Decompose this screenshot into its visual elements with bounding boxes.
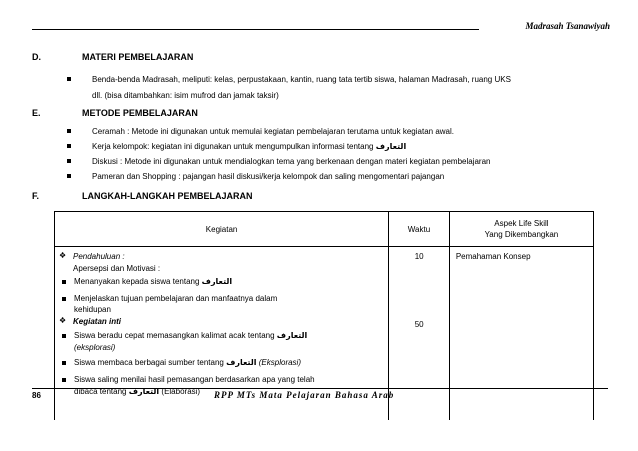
- bullet-icon: [62, 280, 66, 284]
- footer-rule: [32, 388, 608, 389]
- aspek-value: Pemahaman Konsep: [455, 252, 531, 261]
- list-item-text: Diskusi : Metode ini digunakan untuk mendialogkan tema yang berkenaan dengan materi kegiatan pembelajaran: [92, 157, 491, 166]
- text-part: Siswa membaca berbagai sumber tentang: [74, 358, 224, 367]
- section-title: LANGKAH-LANGKAH PEMBELAJARAN: [82, 191, 253, 201]
- bullet-icon: [67, 77, 71, 81]
- list-item-text: Siswa saling menilai hasil pemasangan berdasarkan apa yang telah: [74, 375, 315, 384]
- header-aspek: [449, 212, 593, 247]
- section-number: E.: [32, 108, 41, 118]
- header-title: Madrasah Tsanawiyah: [525, 21, 610, 31]
- bullet-icon: [67, 144, 71, 148]
- header-rule: [32, 29, 479, 30]
- list-item-text-continued: dll. (bisa ditambahkan: isim mufrod dan jamak taksir): [92, 91, 279, 100]
- section-title: METODE PEMBELAJARAN: [82, 108, 198, 118]
- arabic-term: التعارف: [375, 142, 407, 151]
- arabic-term: التعارف: [201, 277, 233, 286]
- bullet-icon: [67, 174, 71, 178]
- text-part: Siswa beradu cepat memasangkan kalimat acak tentang: [74, 331, 275, 340]
- section-number: D.: [32, 52, 41, 62]
- waktu-inti: 50: [414, 320, 424, 329]
- header-kegiatan: Kegiatan: [55, 212, 389, 247]
- text-part: Menanyakan kepada siswa tentang: [74, 277, 200, 286]
- list-item-text: Pameran dan Shopping : pajangan hasil diskusi/kerja kelompok dan saling mengomentari pajangan: [92, 172, 445, 181]
- section-title: MATERI PEMBELAJARAN: [82, 52, 194, 62]
- inti-label: Kegiatan inti: [73, 317, 122, 326]
- section-number: F.: [32, 191, 40, 201]
- diamond-bullet-icon: ❖: [59, 251, 67, 260]
- page-number: 86: [32, 391, 41, 400]
- arabic-term: التعارف: [276, 331, 308, 340]
- waktu-cell: [389, 247, 450, 421]
- list-item-text: Benda-benda Madrasah, meliputi: kelas, perpustakaan, kantin, ruang tata tertib siswa, halaman Madrasah, ruang UKS: [92, 75, 511, 84]
- footer-title: RPP MTs Mata Pelajaran Bahasa Arab: [214, 390, 395, 400]
- list-item-text-continued: kehidupan: [74, 305, 111, 314]
- table-header-row: [55, 212, 594, 247]
- text-part: dibaca tentang: [74, 387, 127, 396]
- list-item-text: [74, 331, 307, 341]
- list-item-text-continued: (eksplorasi): [74, 343, 116, 352]
- text-part: Kerja kelompok: kegiatan ini digunakan untuk mengumpulkan informasi tentang: [92, 142, 374, 151]
- bullet-icon: [62, 378, 66, 382]
- list-item-text: Ceramah : Metode ini digunakan untuk memulai kegiatan pembelajaran terutama untuk kegiatan awal.: [92, 127, 454, 136]
- header-waktu: Waktu: [389, 212, 450, 247]
- list-item-text: [74, 358, 301, 368]
- header-aspek-line2: Yang Dikembangkan: [484, 230, 559, 239]
- arabic-term: التعارف: [128, 387, 160, 396]
- apersepsi-label: Apersepsi dan Motivasi :: [73, 264, 161, 273]
- bullet-icon: [67, 129, 71, 133]
- bullet-icon: [62, 361, 66, 365]
- list-item-text: [74, 277, 232, 287]
- waktu-pendahuluan: 10: [414, 252, 424, 261]
- bullet-icon: [62, 334, 66, 338]
- list-item-text: Menjelaskan tujuan pembelajaran dan manfaatnya dalam: [74, 294, 278, 303]
- bullet-icon: [67, 159, 71, 163]
- arabic-term: التعارف: [226, 358, 257, 367]
- header-aspek-line1: Aspek Life Skill: [494, 219, 549, 228]
- bullet-icon: [62, 297, 66, 301]
- aspek-cell: [449, 247, 593, 421]
- text-part: (Eksplorasi): [258, 358, 301, 367]
- text-part: (Elaborasi): [161, 387, 201, 396]
- pendahuluan-label: Pendahuluan :: [73, 252, 125, 261]
- diamond-bullet-icon: ❖: [59, 316, 67, 325]
- list-item-text: [92, 141, 406, 152]
